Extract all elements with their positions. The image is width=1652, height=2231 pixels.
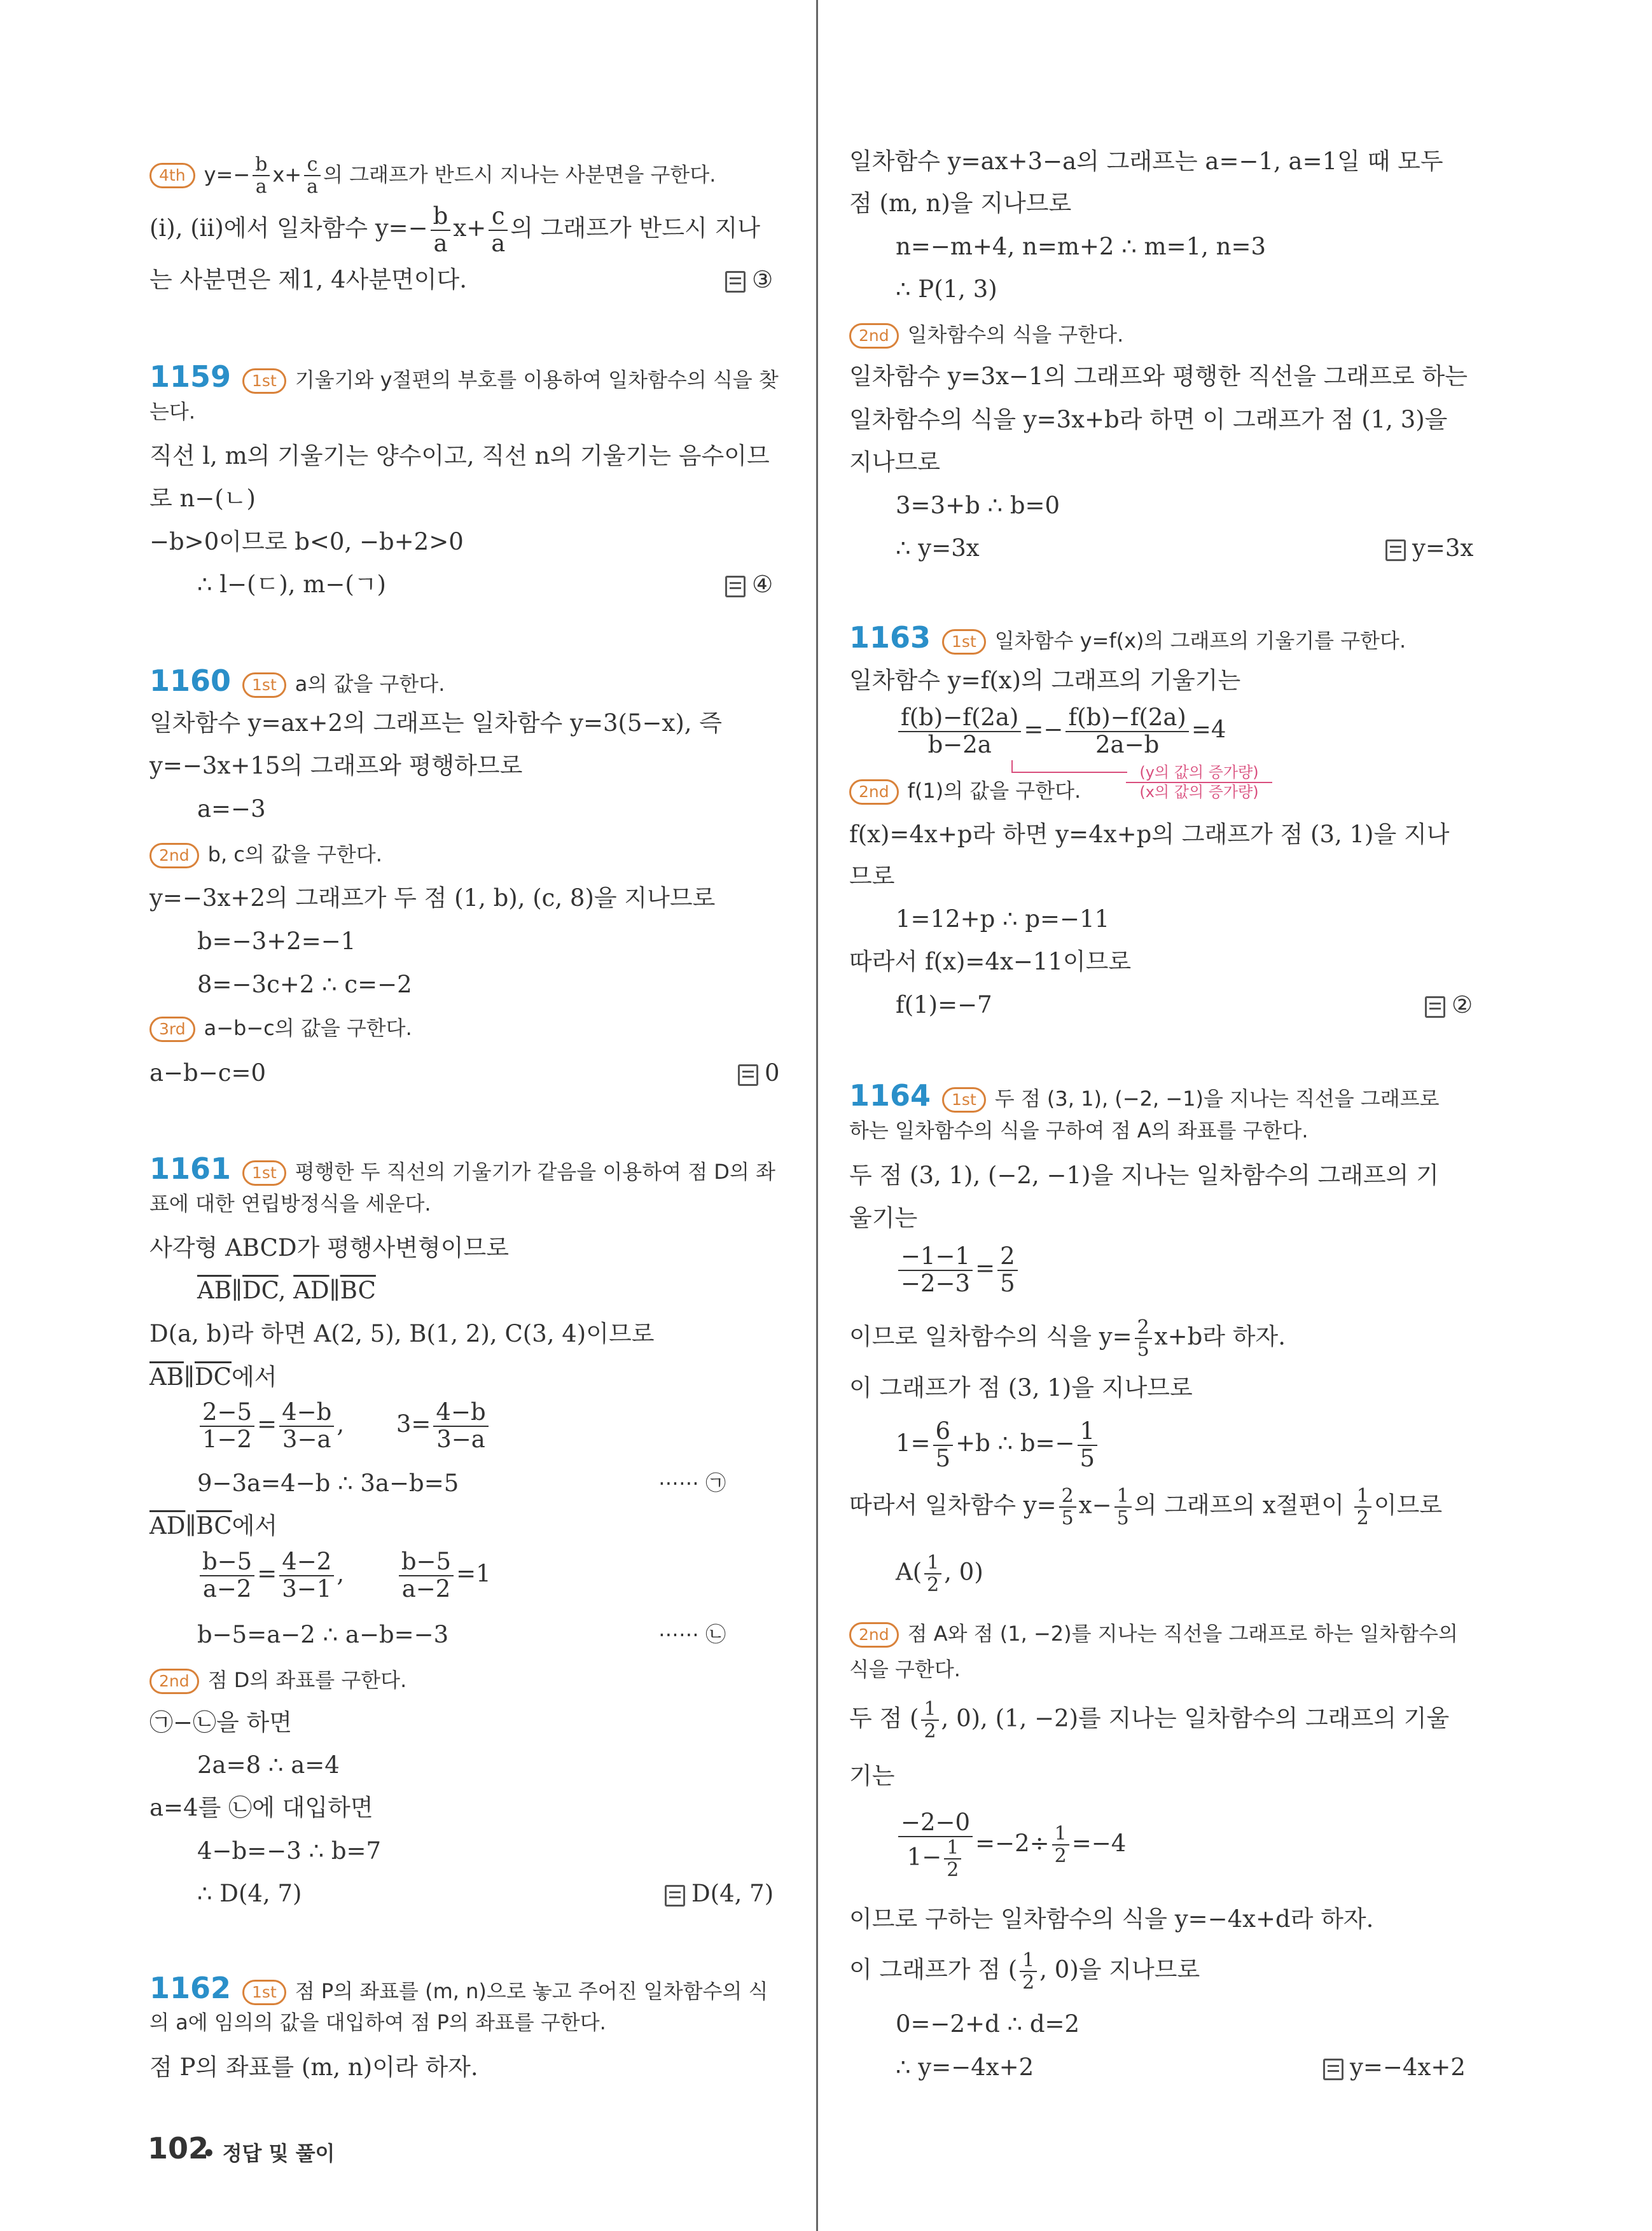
problem-number: 1159 <box>149 359 232 394</box>
solution-line: 기는 <box>849 1762 895 1790</box>
solution-line: 1= $\frac{6}{5}$ +b ∴ b=− $\frac{1}{5}$ <box>896 1419 1100 1471</box>
problem-number: 1162 <box>149 1971 232 2005</box>
solution-line: b=−3+2=−1 <box>197 928 356 955</box>
problem-1161-header: 1161 1st 평행한 두 직선의 기울기가 같음을 이용하여 점 D의 좌 <box>149 1151 775 1186</box>
answer: ② <box>1425 991 1473 1018</box>
solution-line: ∴ P(1, 3) <box>896 275 997 303</box>
solution-line: 9−3a=4−b ∴ 3a−b=5 <box>197 1470 459 1497</box>
answer-icon <box>1323 2059 1343 2080</box>
step-text: 의 a에 임의의 값을 대입하여 점 P의 좌표를 구한다. <box>149 2010 606 2034</box>
solution-line: 4−b=−3 ∴ b=7 <box>197 1837 382 1865</box>
answer-icon <box>1385 539 1406 561</box>
fraction: $\frac{b}{a}$ <box>253 154 270 197</box>
fraction: $\frac{c}{a}$ <box>489 204 508 256</box>
solution-line: 이 그래프가 점 ( $\frac{1}{2}$ , 0)을 지나므로 <box>849 1949 1200 1994</box>
answer: ③ <box>725 266 773 293</box>
step-badge: 1st <box>242 672 286 698</box>
step-badge: 2nd <box>849 779 899 805</box>
solution-line: y=−3x+15의 그래프와 평행하므로 <box>149 752 523 779</box>
solution-line: −b>0이므로 b<0, −b+2>0 <box>149 528 464 555</box>
answer-icon <box>665 1885 685 1907</box>
solution-line: 지나므로 <box>849 448 940 476</box>
solution-line: 점 P의 좌표를 (m, n)이라 하자. <box>149 2054 478 2081</box>
step-badge: 1st <box>242 1980 286 2005</box>
solution-line: 이 그래프가 점 (3, 1)을 지나므로 <box>849 1374 1193 1401</box>
step-text: 하는 일차함수의 식을 구하여 점 A의 좌표를 구한다. <box>849 1118 1308 1143</box>
fraction: $\frac{c}{a}$ <box>304 154 321 197</box>
annotation-line <box>1011 760 1127 773</box>
answer: y=−4x+2 <box>1323 2054 1466 2081</box>
fraction-equation: $\frac{b-5}{a-2}$ = $\frac{4-2}{3-1}$ , $\frac{b-5}{a-2}$ =1 <box>197 1549 491 1602</box>
slope-equation: $\frac{-1-1}{-2-3}$ = $\frac{2}{5}$ <box>896 1244 1020 1296</box>
equation-marker: ⋯⋯ ㉡ <box>658 1622 726 1646</box>
solution-line: $\overline{AD}\parallel\overline{BC}$에서 <box>149 1512 278 1539</box>
answer-icon <box>725 271 746 293</box>
fraction-equation: $\frac{2-5}{1-2}$ = $\frac{4-b}{3-a}$ , 3= $\frac{4-b}{3-a}$ <box>197 1400 491 1452</box>
intro-line-2: (ⅰ), (ⅱ)에서 일차함수 y=− $\frac{b}{a}$ x+ $\frac{c}{a}$ 의 그래프가 반드시 지나 <box>149 202 760 257</box>
step-text: 는다. <box>149 400 195 424</box>
step-text: 표에 대한 연립방정식을 세운다. <box>149 1192 431 1216</box>
solution-line: 일차함수 y=f(x)의 그래프의 기울기는 <box>849 667 1241 694</box>
page-number: 102 <box>148 2131 209 2165</box>
problem-number: 1160 <box>149 664 232 698</box>
step-2: 2nd f(1)의 값을 구한다. <box>849 776 1081 805</box>
solution-line: 2a=8 ∴ a=4 <box>197 1751 340 1779</box>
step-text: 식을 구한다. <box>849 1657 961 1681</box>
solution-line: a=4를 ㉡에 대입하면 <box>149 1794 373 1821</box>
step-badge: 2nd <box>849 1622 899 1648</box>
solution-line: a=−3 <box>197 795 266 823</box>
solution-line: ∴ D(4, 7) <box>197 1880 302 1907</box>
step-2: 2nd 일차함수의 식을 구한다. <box>849 320 1123 349</box>
step-badge: 1st <box>942 1087 986 1113</box>
solution-line: ㉠−㉡을 하면 <box>149 1709 292 1736</box>
point-a: A( $\frac{1}{2}$ , 0) <box>896 1552 983 1596</box>
solution-line: ∴ l−(ㄷ), m−(ㄱ) <box>197 571 386 598</box>
solution-line: 직선 l, m의 기울기는 양수이고, 직선 n의 기울기는 음수이므 <box>149 442 770 469</box>
step-3: 3rd a−b−c의 값을 구한다. <box>149 1013 412 1042</box>
problem-1159-header: 1159 1st 기울기와 y절편의 부호를 이용하여 일차함수의 식을 찾 <box>149 359 779 394</box>
solution-line: y=−3x+2의 그래프가 두 점 (1, b), (c, 8)을 지나므로 <box>149 884 716 912</box>
answer-icon <box>1425 996 1445 1018</box>
intro-line-3: 는 사분면은 제1, 4사분면이다. <box>149 266 468 293</box>
answer: 0 <box>738 1059 780 1087</box>
answer: y=3x <box>1385 534 1473 562</box>
solution-line: 일차함수 y=3x−1의 그래프와 평행한 직선을 그래프로 하는 <box>849 363 1468 390</box>
answer-icon <box>738 1064 758 1086</box>
solution-line: 두 점 ( $\frac{1}{2}$ , 0), (1, −2)를 지나는 일차함수의 그래프의 기울 <box>849 1698 1450 1742</box>
column-divider <box>816 0 818 2231</box>
slope-equation: $\frac{f(b)-f(2a)}{b-2a}$ =− $\frac{f(b)-f(2a)}{2a-b}$ =4 <box>896 705 1226 758</box>
solution-line: 이므로 구하는 일차함수의 식을 y=−4x+d라 하자. <box>849 1905 1374 1933</box>
answer: D(4, 7) <box>665 1880 774 1907</box>
parallel-statement: $\overline{AB}\parallel\overline{DC}$, $\overline{AD}\parallel\overline{BC}$ <box>197 1277 376 1304</box>
solution-line: 일차함수 y=ax+3−a의 그래프는 a=−1, a=1일 때 모두 <box>849 148 1443 175</box>
solution-line: a−b−c=0 <box>149 1059 267 1087</box>
solution-line: 일차함수 y=ax+2의 그래프는 일차함수 y=3(5−x), 즉 <box>149 709 723 737</box>
problem-number: 1164 <box>849 1078 931 1113</box>
step-badge: 4th <box>149 163 195 188</box>
problem-1160-header: 1160 1st a의 값을 구한다. <box>149 664 445 698</box>
step-badge: 1st <box>942 629 986 655</box>
answer-icon <box>725 576 746 597</box>
problem-1164-header: 1164 1st 두 점 (3, 1), (−2, −1)을 지나는 직선을 그래프로 <box>849 1078 1440 1113</box>
footer-label: • 정답 및 풀이 <box>202 2141 335 2165</box>
solution-line: 이므로 일차함수의 식을 y= $\frac{2}{5}$ x+b라 하자. <box>849 1316 1286 1361</box>
solution-line: 로 n−(ㄴ) <box>149 485 256 512</box>
solution-line: 0=−2+d ∴ d=2 <box>896 2010 1080 2038</box>
step-2: 2nd b, c의 값을 구한다. <box>149 840 382 868</box>
problem-number: 1163 <box>849 620 931 655</box>
step-2: 2nd 점 D의 좌표를 구한다. <box>149 1665 406 1694</box>
step-badge: 1st <box>242 1160 286 1186</box>
solution-line: ∴ y=3x <box>896 534 980 562</box>
step-badge: 2nd <box>149 843 199 868</box>
step-badge: 2nd <box>849 323 899 349</box>
intro-line-1: 4th y=− $\frac{b}{a}$ x+ $\frac{c}{a}$ 의 그래프가 반드시 지나는 사분면을 구한다. <box>149 154 716 197</box>
solution-line: 3=3+b ∴ b=0 <box>896 492 1060 519</box>
solution-line: 1=12+p ∴ p=−11 <box>896 905 1110 933</box>
step-badge: 1st <box>242 368 286 394</box>
solution-line: 8=−3c+2 ∴ c=−2 <box>197 971 412 998</box>
solution-line: f(1)=−7 <box>896 991 992 1018</box>
problem-number: 1161 <box>149 1151 232 1186</box>
solution-line: 울기는 <box>849 1204 918 1232</box>
equation-marker: ⋯⋯ ㉠ <box>658 1471 726 1495</box>
solution-line: ∴ y=−4x+2 <box>896 2054 1034 2081</box>
solution-line: n=−m+4, n=m+2 ∴ m=1, n=3 <box>896 233 1267 260</box>
fraction: $\frac{b}{a}$ <box>431 204 451 256</box>
solution-line: D(a, b)라 하면 A(2, 5), B(1, 2), C(3, 4)이므로 <box>149 1320 655 1347</box>
solution-line: 점 (m, n)을 지나므로 <box>849 190 1072 217</box>
problem-1162-header: 1162 1st 점 P의 좌표를 (m, n)으로 놓고 주어진 일차함수의 식 <box>149 1971 768 2005</box>
step-badge: 2nd <box>149 1669 199 1694</box>
solution-line: 따라서 f(x)=4x−11이므로 <box>849 948 1132 975</box>
solution-line: 므로 <box>849 863 895 890</box>
solution-line: $\overline{AB}\parallel\overline{DC}$에서 <box>149 1363 277 1391</box>
step-2: 2nd 점 A와 점 (1, −2)를 지나는 직선을 그래프로 하는 일차함수의 <box>849 1619 1458 1648</box>
solution-line: f(x)=4x+p라 하면 y=4x+p의 그래프가 점 (3, 1)을 지나 <box>849 821 1450 848</box>
solution-line: 일차함수의 식을 y=3x+b라 하면 이 그래프가 점 (1, 3)을 <box>849 406 1448 433</box>
slope-annotation: (y의 값의 증가량) (x의 값의 증가량) <box>1126 763 1272 802</box>
solution-line: 따라서 일차함수 y= $\frac{2}{5}$ x− $\frac{1}{5}$ 의 그래프의 x절편이 $\frac{1}{2}$ 이므로 <box>849 1485 1443 1529</box>
answer: ④ <box>725 571 773 598</box>
solution-line: 사각형 ABCD가 평행사변형이므로 <box>149 1234 509 1261</box>
problem-1163-header: 1163 1st 일차함수 y=f(x)의 그래프의 기울기를 구한다. <box>849 620 1406 655</box>
solution-line: 두 점 (3, 1), (−2, −1)을 지나는 일차함수의 그래프의 기 <box>849 1162 1439 1189</box>
slope-equation: −2−0 1− $\frac{1}{2}$ =−2÷ $\frac{1}{2}$ =−4 <box>896 1810 1126 1880</box>
solution-line: b−5=a−2 ∴ a−b=−3 <box>197 1621 449 1648</box>
step-badge: 3rd <box>149 1017 195 1042</box>
